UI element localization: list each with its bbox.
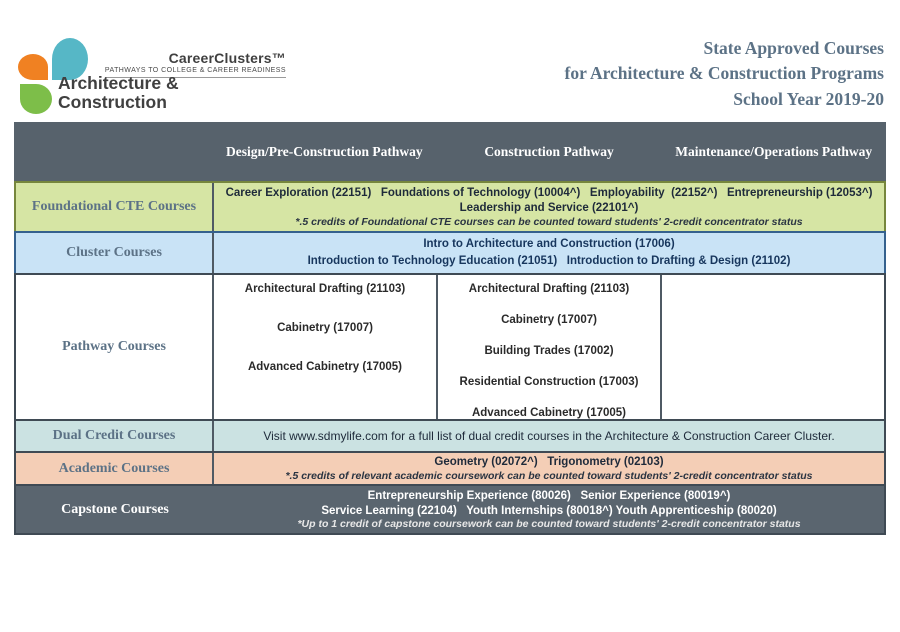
logo-cluster-name-line2: Construction (58, 92, 167, 113)
row-label-capstone: Capstone Courses (61, 501, 169, 517)
row-footnote: *.5 credits of relevant academic coursework can be counted toward students' 2-credit concentrator status (285, 469, 813, 482)
pathway-column-construction (436, 275, 660, 419)
course-line: Leadership and Service (22101^) (459, 202, 639, 214)
logo-brand-name: CareerClusters™ (168, 50, 286, 66)
page-title-line1: State Approved Courses (703, 38, 884, 58)
row-label-dual-credit: Dual Credit Courses (16, 421, 214, 451)
row-academic-courses (14, 451, 886, 486)
row-content-cluster (214, 233, 884, 273)
course-line: Entrepreneurship Experience (80026) Senior Experience (80019^) (367, 489, 731, 502)
column-header-construction: Construction Pathway (484, 143, 614, 159)
row-footnote: *.5 credits of Foundational CTE courses can be counted toward students' 2-credit concentrator status (295, 216, 803, 229)
page-title (565, 36, 884, 112)
table-header-row (14, 122, 886, 181)
row-footnote: *Up to 1 credit of capstone coursework can be counted toward students' 2-credit concentrator status (297, 518, 801, 531)
row-capstone-courses (14, 484, 886, 535)
row-foundational-cte-courses (14, 181, 886, 233)
pathway-course: Advanced Cabinetry (17005) (247, 360, 403, 373)
logo-cluster-name (58, 74, 179, 113)
header-spacer (14, 122, 212, 181)
course-table (14, 122, 886, 535)
pathway-columns (214, 275, 884, 419)
logo-leaf-orange-icon (18, 54, 48, 80)
row-label-academic: Academic Courses (16, 453, 214, 484)
row-label-pathway: Pathway Courses (16, 275, 214, 419)
pathway-course: Residential Construction (17003) (459, 375, 639, 388)
course-line: Service Learning (22104) Youth Internships (80018^) Youth Apprenticeship (80020) (321, 504, 777, 517)
row-label-foundational: Foundational CTE Courses (16, 183, 214, 231)
logo-leaf-green-icon (20, 84, 52, 114)
row-content-foundational (214, 183, 884, 231)
page-title-line3: School Year 2019-20 (733, 88, 884, 109)
course-line: Career Exploration (22151) Foundations of Technology (10004^) Employability (22152^) Entrepreneurship (12053^) (225, 186, 873, 199)
pathway-course: Architectural Drafting (21103) (244, 283, 406, 295)
course-line: Introduction to Technology Education (21051) Introduction to Drafting & Design (21102) (307, 255, 791, 268)
course-line: Geometry (02072^) Trigonometry (02103) (434, 456, 664, 469)
column-header-design-preconstruction: Design/Pre-Construction Pathway (226, 143, 423, 159)
pathway-column-maintenance-operations (660, 275, 884, 419)
pathway-course: Cabinetry (17007) (501, 313, 597, 326)
logo-brand-tagline: PATHWAYS TO COLLEGE & CAREER READINESS (104, 67, 286, 74)
row-content-academic (214, 453, 884, 484)
course-line: Intro to Architecture and Construction (17006) (423, 238, 675, 251)
column-header-maintenance-operations: Maintenance/Operations Pathway (675, 143, 873, 159)
row-label-cluster: Cluster Courses (16, 233, 214, 273)
pathway-course: Advanced Cabinetry (17005) (471, 406, 627, 419)
pathway-course: Building Trades (17002) (484, 344, 614, 357)
career-clusters-logo (14, 36, 286, 118)
row-dual-credit-courses (14, 419, 886, 453)
header-columns (212, 122, 886, 181)
pathway-course: Architectural Drafting (21103) (468, 283, 630, 295)
pathway-column-design-preconstruction (214, 275, 436, 419)
row-content-dual-credit (214, 421, 884, 451)
page-title-line2: for Architecture & Construction Programs (564, 63, 884, 84)
row-cluster-courses (14, 231, 886, 275)
row-content-capstone (214, 486, 884, 533)
logo-cluster-name-line1: Architecture & (58, 73, 179, 93)
pathway-course: Cabinetry (17007) (277, 321, 373, 334)
dual-credit-note: Visit www.sdmylife.com for a full list of dual credit courses in the Architecture & Construction Career Cluster. (263, 428, 835, 443)
row-pathway-courses (14, 273, 886, 421)
